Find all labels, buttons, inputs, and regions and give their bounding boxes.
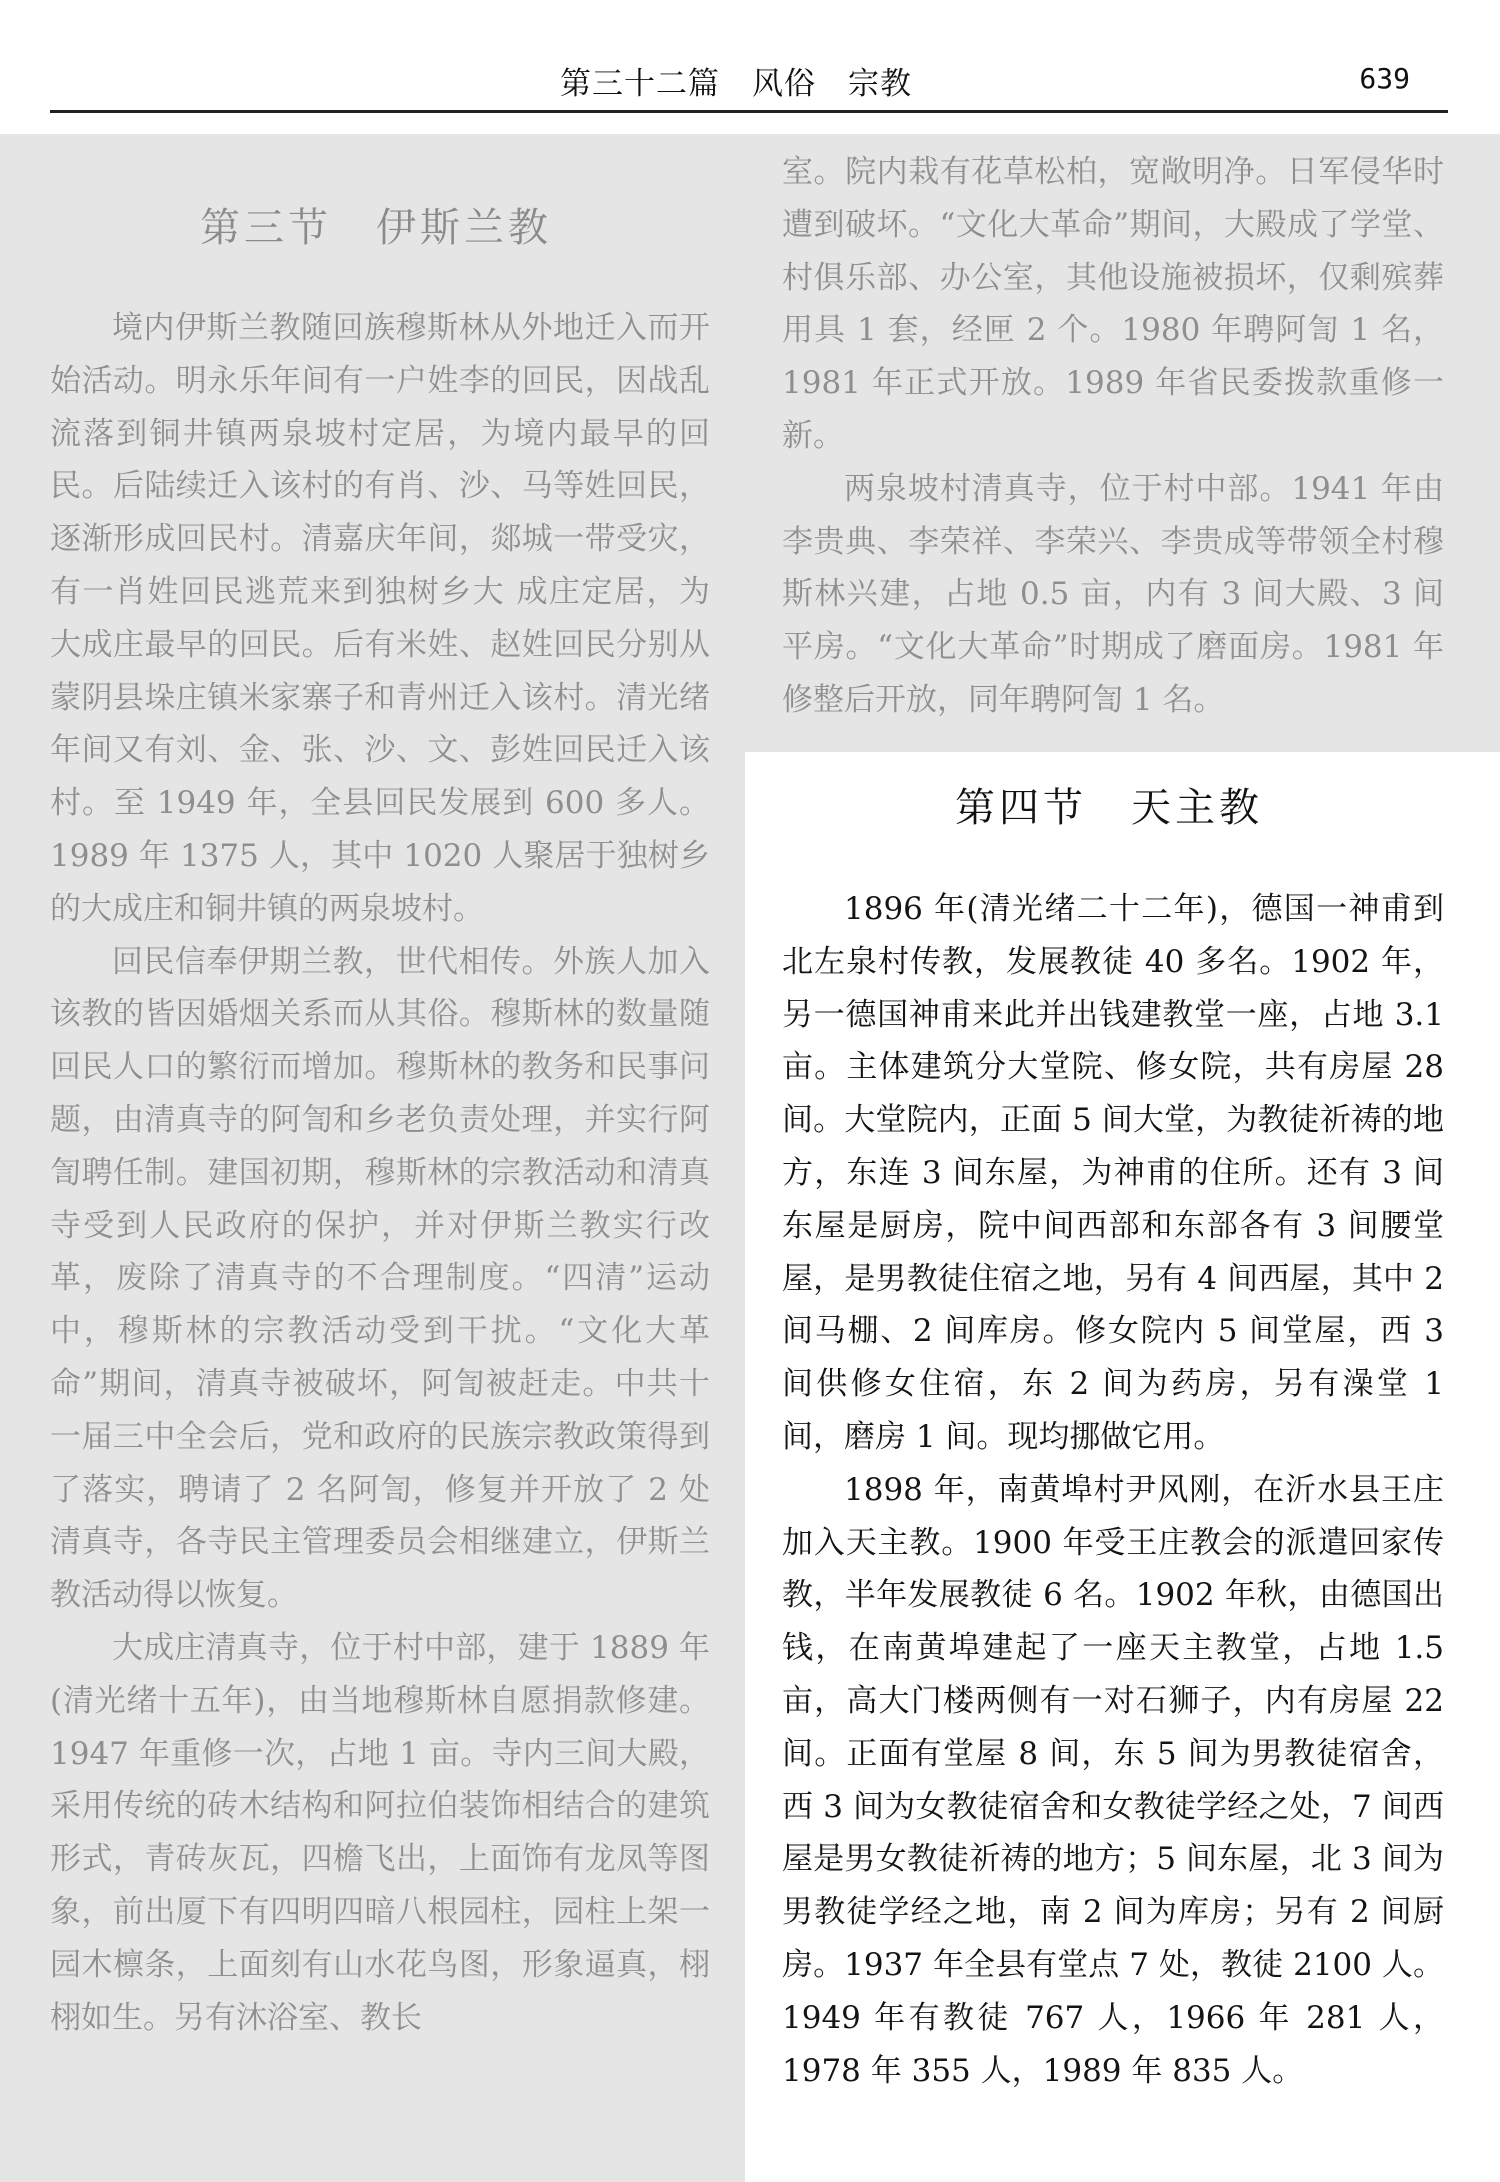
paragraph: 1896 年(清光绪二十二年)，德国一神甫到北左泉村传教，发展教徒 40 多名。1902 年，另一德国神甫来此并出钱建教堂一座，占地 3.1 亩。主体建筑分大堂院、修女院，共有房屋 28 间。大堂院内，正面 5 间大堂，为教徒祈祷的地方，东连 3 间东屋，为神甫的住所。还有 3 间东屋是厨房，院中间西部和东部各有 3 间腰堂屋，是男教徒住宿之地，另有 4 间西屋，其中 2 间马棚、2 间库房。修女院内 5 间堂屋，西 3 间供修女住宿，东 2 间为药房，另有澡堂 1 间，磨房 1 间。现均挪做它用。: [782, 891, 1444, 1455]
paragraph: 回民信奉伊期兰教，世代相传。外族人加入该教的皆因婚烟关系而从其俗。穆斯林的数量随回民人口的繁衍而增加。穆斯林的教务和民事问题，由清真寺的阿訇和乡老负责处理，并实行阿訇聘任制。建国初期，穆斯林的宗教活动和清真寺受到人民政府的保护，并对伊斯兰教实行改革，废除了清真寺的不合理制度。“四清”运动中，穆斯林的宗教活动受到干扰。“文化大革命”期间，清真寺被破坏，阿訇被赶走。中共十一届三中全会后，党和政府的民族宗教政策得到了落实，聘请了 2 名阿訇，修复并开放了 2 处清真寺，各寺民主管理委员会相继建立，伊斯兰教活动得以恢复。: [50, 943, 710, 1614]
right-column-top: [782, 146, 1444, 727]
right-column-bottom: [782, 883, 1444, 2097]
page-header: [50, 48, 1448, 114]
chapter-title: 第三十二篇 风俗 宗教: [560, 66, 912, 102]
header-rule: [50, 110, 1448, 113]
section-title-islam: 第三节 伊斯兰教: [200, 205, 552, 251]
paragraph: 大成庄清真寺，位于村中部，建于 1889 年(清光绪十五年)，由当地穆斯林自愿捐款修建。1947 年重修一次，占地 1 亩。寺内三间大殿，采用传统的砖木结构和阿拉伯装饰相结合的建筑形式，青砖灰瓦，四檐飞出，上面饰有龙凤等图象，前出厦下有四明四暗八根园柱，园柱上架一园木檩条，上面刻有山水花鸟图，形象逼真，栩栩如生。另有沐浴室、教长: [50, 1629, 710, 2036]
page-number: 639: [1359, 62, 1410, 95]
left-column: [50, 302, 710, 2044]
section-title-catholicism: 第四节 天主教: [955, 785, 1263, 831]
paragraph: 两泉坡村清真寺，位于村中部。1941 年由李贵典、李荣祥、李荣兴、李贵成等带领全村穆斯林兴建，占地 0.5 亩，内有 3 间大殿、3 间平房。“文化大革命”时期成了磨面房。1981 年修整后开放，同年聘阿訇 1 名。: [782, 470, 1444, 718]
paragraph-continuation: 室。院内栽有花草松柏，宽敞明净。日军侵华时遭到破坏。“文化大革命”期间，大殿成了学堂、村俱乐部、办公室，其他设施被损坏，仅剩殡葬用具 1 套，经匣 2 个。1980 年聘阿訇 1 名，1981 年正式开放。1989 年省民委拨款重修一新。: [782, 154, 1444, 454]
paragraph: 1898 年，南黄埠村尹风刚，在沂水县王庄加入天主教。1900 年受王庄教会的派遣回家传教，半年发展教徒 6 名。1902 年秋，由德国出钱，在南黄埠建起了一座天主教堂，占地 1.5 亩，高大门楼两侧有一对石狮子，内有房屋 22 间。正面有堂屋 8 间，东 5 间为男教徒宿舍，西 3 间为女教徒宿舍和女教徒学经之处，7 间西屋是男女教徒祈祷的地方；5 间东屋，北 3 间为男教徒学经之地，南 2 间为库房；另有 2 间厨房。1937 年全县有堂点 7 处，教徒 2100 人。1949 年有教徒 767 人，1966 年 281 人，1978 年 355 人，1989 年 835 人。: [782, 1471, 1444, 2089]
paragraph: 境内伊斯兰教随回族穆斯林从外地迁入而开始活动。明永乐年间有一户姓李的回民，因战乱流落到铜井镇两泉坡村定居，为境内最早的回民。后陆续迁入该村的有肖、沙、马等姓回民，逐渐形成回民村。清嘉庆年间，郯城一带受灾，有一肖姓回民逃荒来到独树乡大 成庄定居，为大成庄最早的回民。后有米姓、赵姓回民分别从蒙阴县垛庄镇米家寨子和青州迁入该村。清光绪年间又有刘、金、张、沙、文、彭姓回民迁入该村。至 1949 年，全县回民发展到 600 多人。1989 年 1375 人，其中 1020 人聚居于独树乡的大成庄和铜井镇的两泉坡村。: [50, 310, 710, 927]
